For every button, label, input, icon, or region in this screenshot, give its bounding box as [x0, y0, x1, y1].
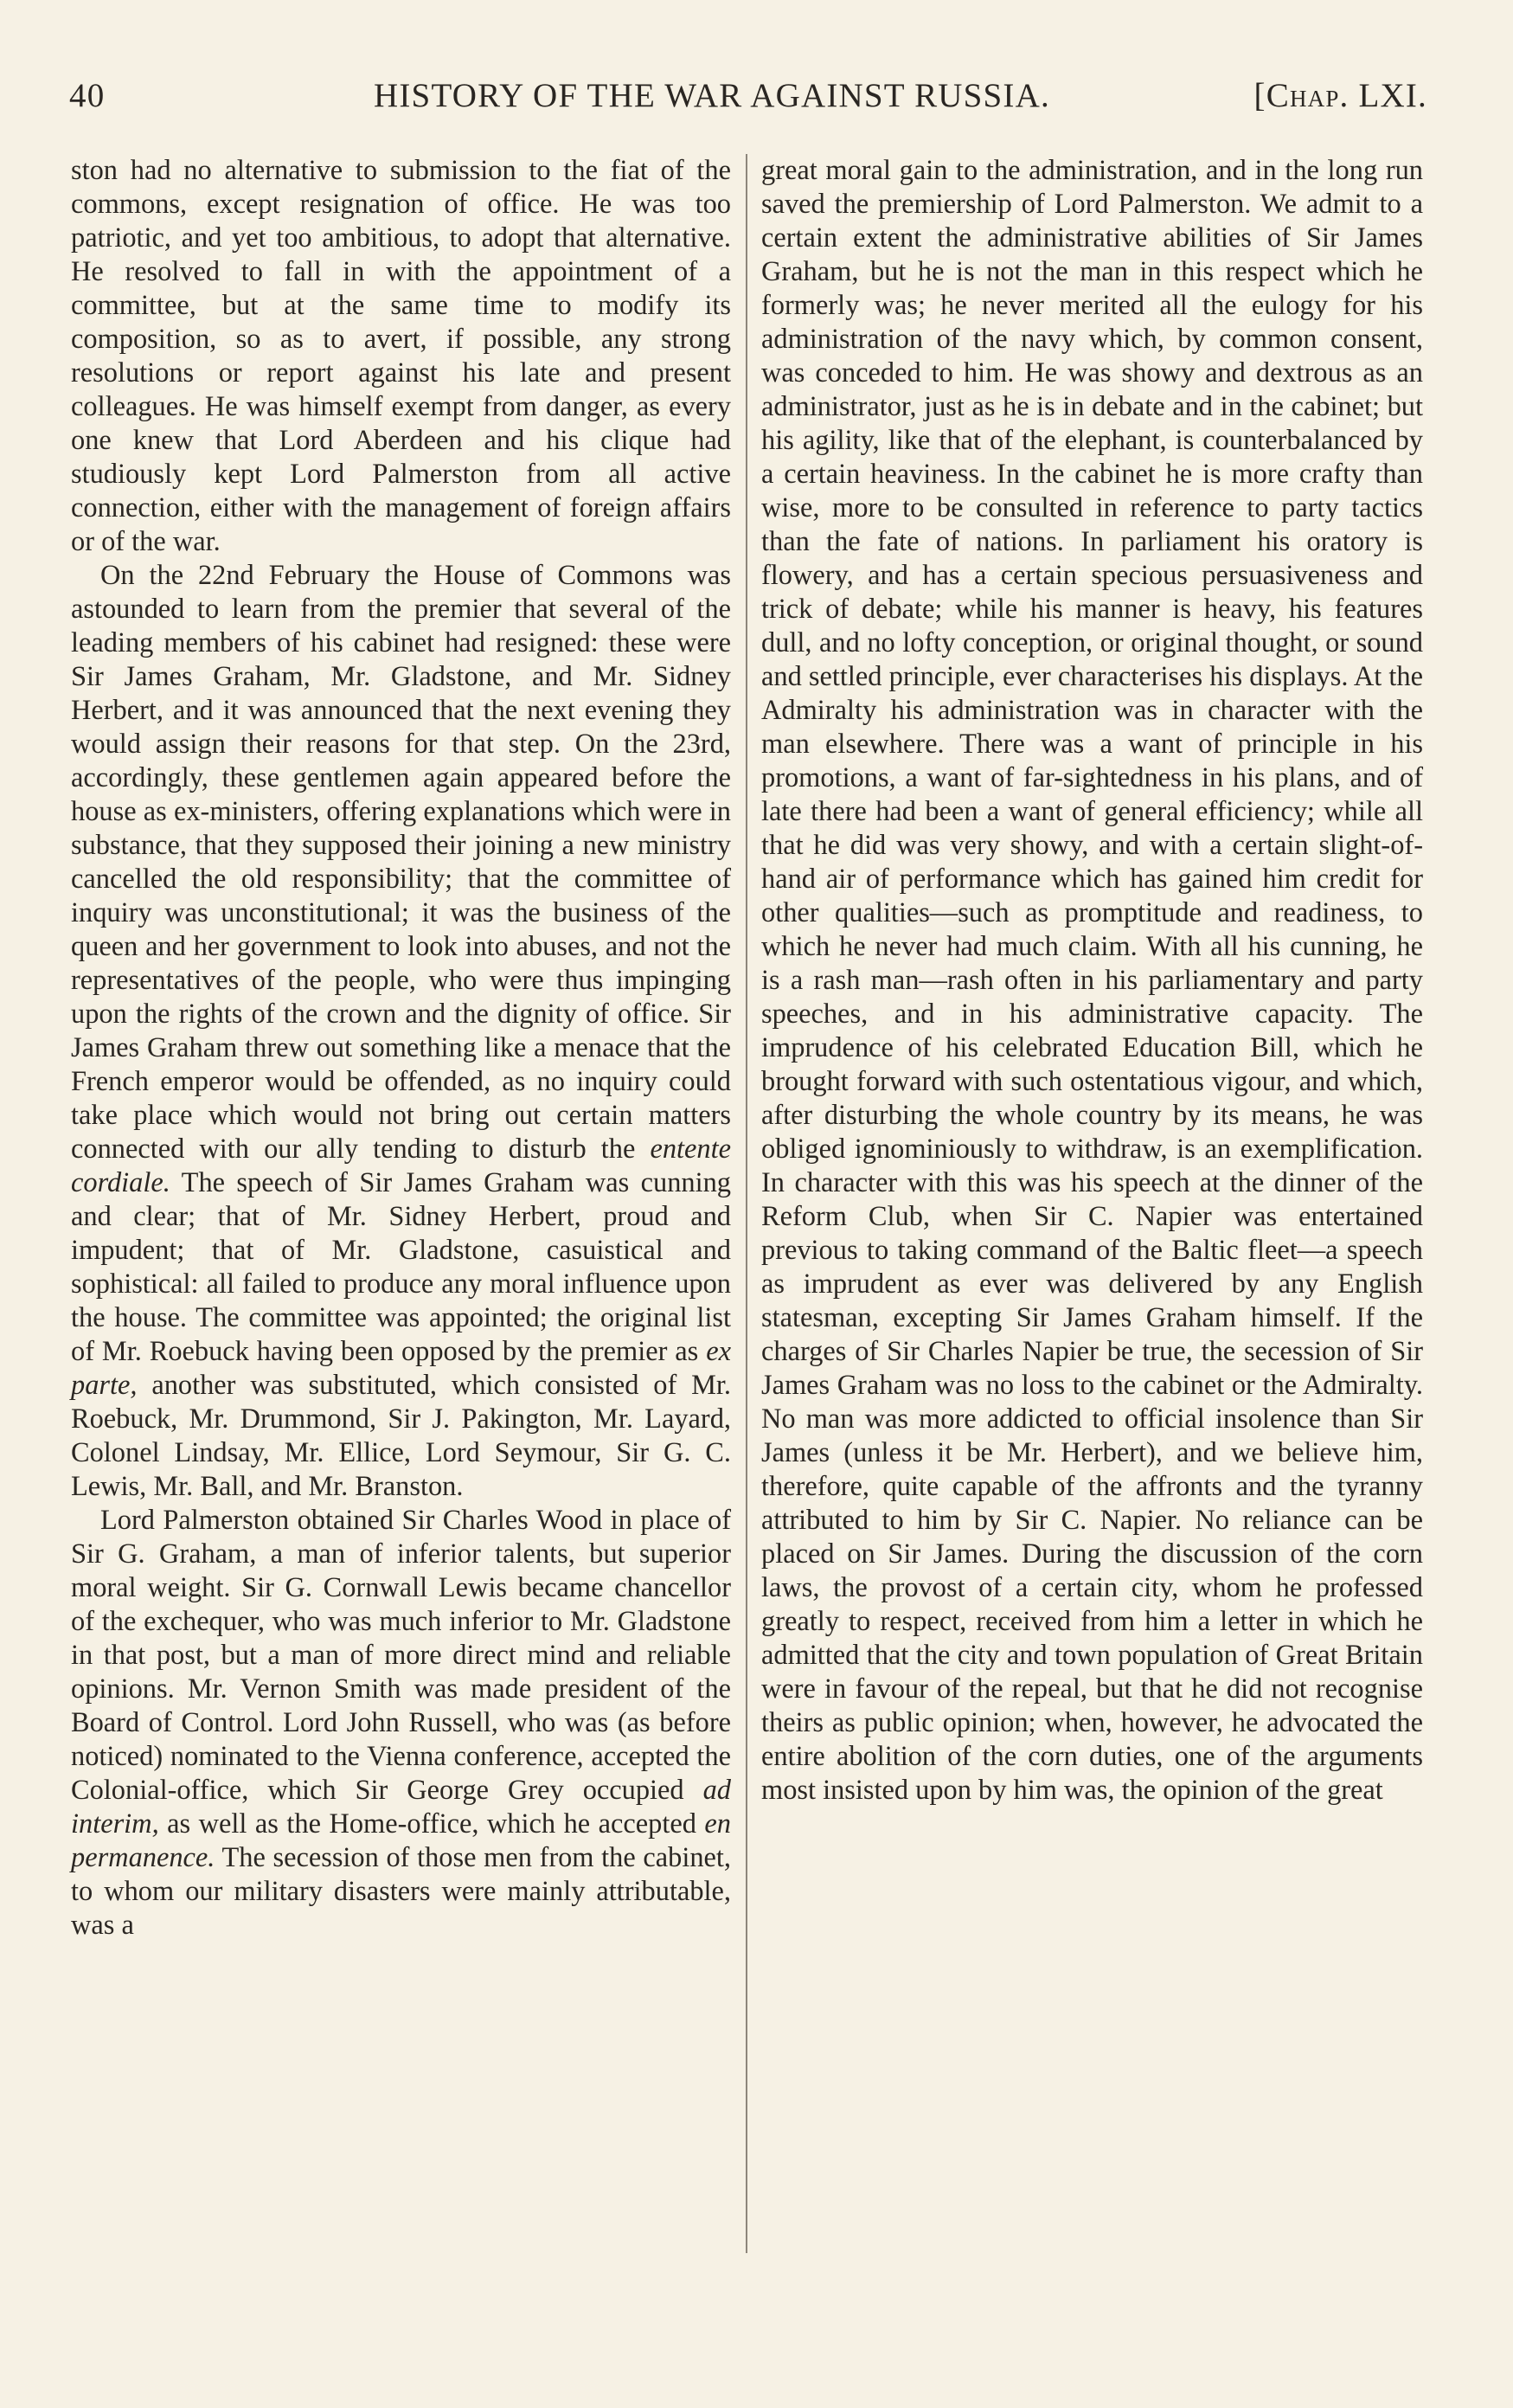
- right-column: [761, 154, 1423, 1808]
- running-header: [69, 76, 1427, 115]
- text-run: another was substituted, which consisted of Mr. Roebuck, Mr. Drummond, Sir J. Pakington, Mr. Layard, Colonel Lindsay, Mr. Ellice, Lord Seymour, Sir G. C. Lewis, Mr. Ball, and Mr. Branston.: [71, 1370, 731, 1502]
- paragraph: great moral gain to the administration, and in the long run saved the premiership of Lord Palmerston. We admit to a certain extent the administrative abilities of Sir James Graham, but he is not the man in this respect which he formerly was; he never merited all the eulogy for his administration of the navy which, by common consent, was conceded to him. He was showy and dextrous as an administrator, just as he is in debate and in the cabinet; but his agility, like that of the elephant, is counterbalanced by a certain heaviness. In the cabinet he is more crafty than wise, more to be consulted in reference to party tactics than the fate of nations. In parliament his oratory is flowery, and has a certain specious persuasiveness and trick of debate; while his manner is heavy, his features dull, and no lofty conception, or original thought, or sound and settled principle, ever characterises his displays. At the Admiralty his administration was in character with the man elsewhere. There was a want of principle in his promotions, a want of far-sightedness in his plans, and of late there had been a want of general efficiency; while all that he did was very showy, and with a certain slight-of-hand air of performance which has gained him credit for other qualities—such as promptitude and readiness, to which he never had much claim. With all his cunning, he is a rash man—rash often in his parliamentary and party speeches, and in his administrative capacity. The imprudence of his celebrated Education Bill, which he brought forward with such ostentatious vigour, and which, after disturbing the whole country by its means, he was obliged ignominiously to withdraw, is an exemplification. In character with this was his speech at the dinner of the Reform Club, when Sir C. Napier was entertained previous to taking command of the Baltic fleet—a speech as imprudent as ever was delivered by any English statesman, excepting Sir James Graham himself. If the charges of Sir Charles Napier be true, the secession of Sir James Graham was no loss to the cabinet or the Admiralty. No man was more addicted to official insolence than Sir James (unless it be Mr. Herbert), and we believe him, therefore, quite capable of the affronts and the tyranny attributed to him by Sir C. Napier. No reliance can be placed on Sir James. During the discussion of the corn laws, the provost of a certain city, whom he professed greatly to respect, received from him a letter in which he admitted that the city and town population of Great Britain were in favour of the repeal, but that he did not recognise theirs as public opinion; when, however, he advocated the entire abolition of the corn duties, one of the arguments most insisted upon by him was, the opinion of the great: [761, 155, 1423, 1806]
- column-divider: [746, 154, 747, 2253]
- chapter-label: [Chap. LXI.: [1253, 77, 1427, 114]
- italic-phrase: entente cordiale.: [71, 1133, 731, 1198]
- paragraph: [71, 559, 731, 1504]
- text-run: The secession of those men from the cabinet, to whom our military disasters were mainly attributable, was a: [71, 1842, 731, 1941]
- paragraph: ston had no alternative to submission to the fiat of the commons, except resignation of office. He was too patriotic, and yet too ambitious, to adopt that alternative. He resolved to fall in with the appointment of a committee, but at the same time to modify its composition, so as to avert, if possible, any strong resolutions or report against his late and present colleagues. He was himself exempt from danger, as every one knew that Lord Aberdeen and his clique had studiously kept Lord Palmerston from all active connection, either with the management of foreign affairs or of the war.: [71, 155, 731, 557]
- text-run: On the 22nd February the House of Commons was astounded to learn from the premier that several of the leading members of his cabinet had resigned: these were Sir James Graham, Mr. Gladstone, and Mr. Sidney Herbert, and it was announced that the next evening they would assign their reasons for that step. On the 23rd, accordingly, these gentlemen again appeared before the house as ex-ministers, offering explanations which were in substance, that they supposed their joining a new ministry cancelled the old responsibility; that the committee of inquiry was unconstitutional; it was the business of the queen and her government to look into abuses, and not the representatives of the people, who were thus impinging upon the rights of the crown and the dignity of office. Sir James Graham threw out something like a menace that the French emperor would be offended, as no inquiry could take place which would not bring out certain matters connected with our ally tending to disturb the: [71, 560, 731, 1165]
- text-run: Lord Palmerston obtained Sir Charles Wood in place of Sir G. Graham, a man of inferior talents, but superior moral weight. Sir G. Cornwall Lewis became chancellor of the exchequer, who was much inferior to Mr. Gladstone in that post, but a man of more direct mind and reliable opinions. Mr. Vernon Smith was made president of the Board of Control. Lord John Russell, who was (as before noticed) nominated to the Vienna conference, accepted the Colonial-office, which Sir George Grey occupied: [71, 1505, 731, 1806]
- paragraph: [71, 1504, 731, 1942]
- italic-phrase: ad interim,: [71, 1775, 731, 1840]
- text-run: The speech of Sir James Graham was cunning and clear; that of Mr. Sidney Herbert, proud and impudent; that of Mr. Gladstone, casuistical and sophistical: all failed to produce any moral influence upon the house. The committee was appointed; the original list of Mr. Roebuck having been opposed by the premier as: [71, 1167, 731, 1367]
- italic-phrase: ex parte,: [71, 1336, 731, 1401]
- left-column: [71, 154, 731, 1942]
- italic-phrase: en permanence.: [71, 1808, 731, 1873]
- page-number: 40: [69, 77, 106, 114]
- text-run: as well as the Home-office, which he accepted: [167, 1808, 696, 1840]
- running-title: HISTORY OF THE WAR AGAINST RUSSIA.: [374, 77, 1050, 114]
